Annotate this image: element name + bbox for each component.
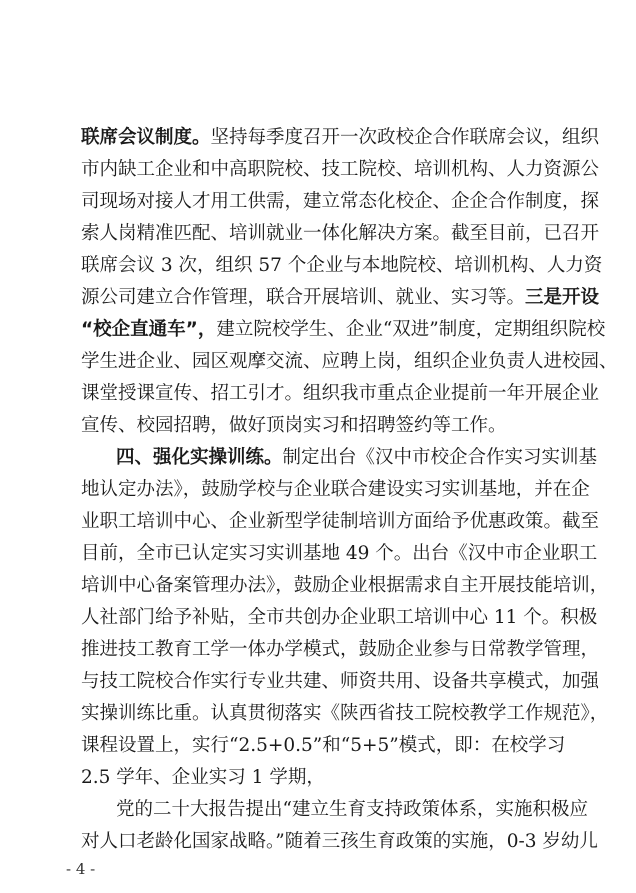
text-line: 目前，全市已认定实习实训基地 49 个。出台《汉中市企业职工 (81, 543, 598, 564)
bold-phrase: 三是开设 (525, 287, 600, 308)
text-line: 联席会议 3 次，组织 57 个企业与本地院校、培训机构、人力资 (81, 255, 603, 276)
text-span: 建立院校学生、企业“双进”制度，定期组织院校 (216, 319, 606, 340)
page-number: - 4 - (66, 860, 96, 878)
text-line: 党的二十大报告提出“建立生育支持政策体系，实施积极应 (116, 799, 588, 820)
text-line: 与技工院校合作实行专业共建、师资共用、设备共享模式，加强 (81, 671, 600, 692)
text-span: 源公司建立合作管理，联合开展培训、就业、实习等。 (81, 287, 526, 308)
text-line: 业职工培训中心、企业新型学徒制培训方面给予优惠政策。截至 (81, 511, 600, 532)
text-line: 人社部门给予补贴，全市共创办企业职工培训中心 11 个。积极 (81, 607, 598, 628)
text-line: 司现场对接人才用工供需，建立常态化校企、企企合作制度，探 (81, 191, 600, 212)
text-line (81, 317, 606, 343)
section-heading: 四、强化实操训练。 (116, 447, 283, 468)
text-line: 课堂授课宣传、招工引才。组织我市重点企业提前一年开展企业 (81, 383, 600, 404)
text-line (116, 445, 598, 471)
text-line: 培训中心备案管理办法》，鼓励企业根据需求自主开展技能培训， (81, 575, 609, 596)
text-span: 坚持每季度召开一次政校企合作联席会议，组织 (210, 127, 600, 148)
text-line: 索人岗精准匹配、培训就业一体化解决方案。截至目前，已召开 (81, 223, 600, 244)
bold-phrase: “校企直通车”， (81, 319, 217, 340)
text-span: 制定出台《汉中市校企合作实习实训基 (282, 447, 598, 468)
text-line: 市内缺工企业和中高职院校、技工院校、培训机构、人力资源公 (81, 159, 600, 180)
text-line: 课程设置上，实行“2.5+0.5”和“5+5”模式，即：在校学习 (81, 735, 566, 756)
text-line: 地认定办法》，鼓励学校与企业联合建设实习实训基地，并在企 (81, 479, 590, 500)
text-line: 学生进企业、园区观摩交流、应聘上岗，组织企业负责人进校园、 (81, 351, 618, 372)
text-line (81, 125, 600, 151)
bold-phrase: 联席会议制度。 (81, 127, 211, 148)
text-line: 推进技工教育工学一体办学模式，鼓励企业参与日常教学管理， (81, 639, 600, 660)
text-line (81, 285, 600, 311)
text-line: 宣传、校园招聘，做好顶岗实习和招聘签约等工作。 (81, 415, 507, 436)
text-line: 2.5 学年、企业实习 1 学期， (81, 767, 325, 788)
text-line: 实操训练比重。认真贯彻落实《陕西省技工院校教学工作规范》， (81, 703, 609, 724)
text-line: 对人口老龄化国家战略。”随着三孩生育政策的实施，0-3 岁幼儿 (81, 831, 598, 852)
